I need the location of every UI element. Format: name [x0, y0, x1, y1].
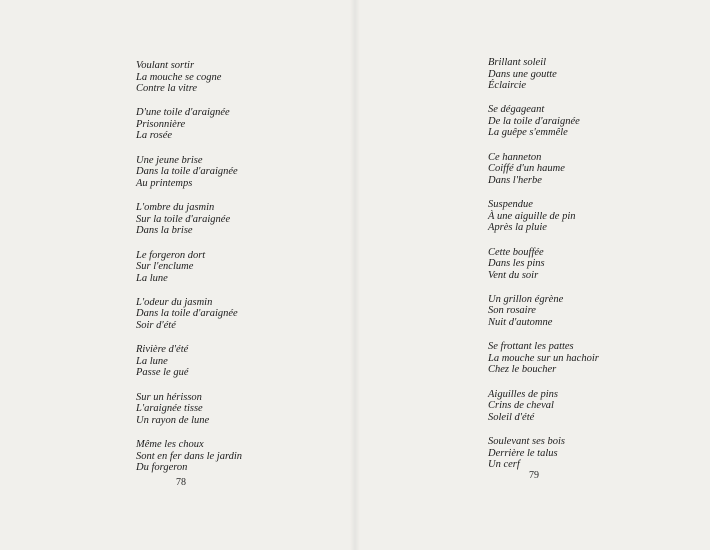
haiku-stanza	[488, 436, 599, 471]
haiku-stanza	[136, 439, 242, 474]
poem-line: D'une toile d'araignée	[136, 107, 230, 119]
poem-line: À une aiguille de pin	[488, 210, 576, 222]
haiku-stanza	[136, 60, 242, 95]
poem-line: Un cerf	[488, 459, 520, 471]
haiku-stanza	[136, 297, 242, 332]
poem-line: Se dégageant	[488, 104, 545, 116]
haiku-stanza	[136, 250, 242, 285]
haiku-stanza	[136, 392, 242, 427]
poem-line: L'odeur du jasmin	[136, 296, 213, 308]
left-page-poems	[136, 60, 242, 487]
haiku-stanza	[488, 389, 599, 424]
poem-line: Éclaircie	[488, 80, 527, 91]
poem-line: Soir d'été	[136, 319, 176, 331]
poem-line: Coiffé d'un haume	[488, 163, 565, 175]
poem-line: La rosée	[136, 130, 173, 142]
poem-line: Voulant sortir	[136, 60, 195, 71]
poem-line: Soulevant ses bois	[488, 436, 565, 448]
haiku-stanza	[136, 202, 242, 237]
right-page-number: 79	[529, 470, 539, 481]
poem-line: Dans une goutte	[488, 68, 557, 80]
left-page-number: 78	[176, 477, 186, 488]
haiku-stanza	[136, 107, 242, 142]
poem-line: Après la pluie	[488, 222, 547, 234]
poem-line: Dans la toile d'araignée	[136, 308, 238, 320]
poem-line: Crins de cheval	[488, 400, 554, 412]
poem-line: Un rayon de lune	[136, 414, 210, 426]
poem-line: Son rosaire	[488, 305, 536, 317]
poem-line: Dans la toile d'araignée	[136, 166, 238, 178]
poem-line: Le forgeron dort	[136, 249, 206, 261]
haiku-stanza	[136, 344, 242, 379]
poem-line: La mouche se cogne	[136, 71, 222, 83]
poem-line: Dans la brise	[136, 225, 193, 237]
poem-line: Passe le gué	[136, 367, 189, 379]
poem-line: Contre la vitre	[136, 83, 198, 94]
haiku-stanza	[488, 104, 599, 139]
haiku-stanza	[136, 155, 242, 190]
haiku-stanza	[488, 341, 599, 376]
poem-line: Chez le boucher	[488, 364, 557, 376]
poem-line: Se frottant les pattes	[488, 341, 574, 353]
poem-line: Un grillon égrène	[488, 293, 564, 305]
haiku-stanza	[488, 199, 599, 234]
haiku-stanza	[488, 247, 599, 282]
poem-line: Brillant soleil	[488, 57, 547, 68]
poem-line: Derrière le talus	[488, 447, 558, 459]
poem-line: Sur l'enclume	[136, 261, 194, 273]
poem-line: La lune	[136, 355, 168, 367]
poem-line: Aiguilles de pins	[488, 388, 558, 400]
poem-line: Sont en fer dans le jardin	[136, 450, 243, 462]
poem-line: La lune	[136, 272, 168, 284]
poem-line: La guêpe s'emmêle	[488, 127, 568, 139]
haiku-stanza	[488, 152, 599, 187]
poem-line: Ce hanneton	[488, 151, 542, 163]
poem-line: Sur un hérisson	[136, 391, 202, 403]
poem-line: Au printemps	[136, 177, 193, 189]
haiku-stanza	[488, 294, 599, 329]
poem-line: Rivière d'été	[136, 344, 189, 356]
poem-line: Du forgeron	[136, 462, 188, 474]
poem-line: L'araignée tisse	[136, 403, 203, 415]
poem-line: Prisonnière	[136, 118, 186, 130]
poem-line: Sur la toile d'araignée	[136, 213, 231, 225]
haiku-stanza	[488, 57, 599, 92]
poem-line: L'ombre du jasmin	[136, 202, 215, 214]
poem-line: La mouche sur un hachoir	[488, 352, 599, 364]
poem-line: Vent du soir	[488, 269, 539, 281]
poem-line: Même les choux	[136, 439, 204, 451]
poem-line: Suspendue	[488, 199, 533, 211]
poem-line: Dans les pins	[488, 258, 545, 270]
poem-line: Une jeune brise	[136, 154, 203, 166]
poem-line: Nuit d'automne	[488, 316, 553, 328]
right-page-poems	[488, 57, 599, 484]
poem-line: Cette bouffée	[488, 246, 544, 258]
right-page	[355, 0, 710, 550]
poem-line: Dans l'herbe	[488, 174, 542, 186]
poem-line: Soleil d'été	[488, 411, 535, 423]
poem-line: De la toile d'araignée	[488, 115, 580, 127]
